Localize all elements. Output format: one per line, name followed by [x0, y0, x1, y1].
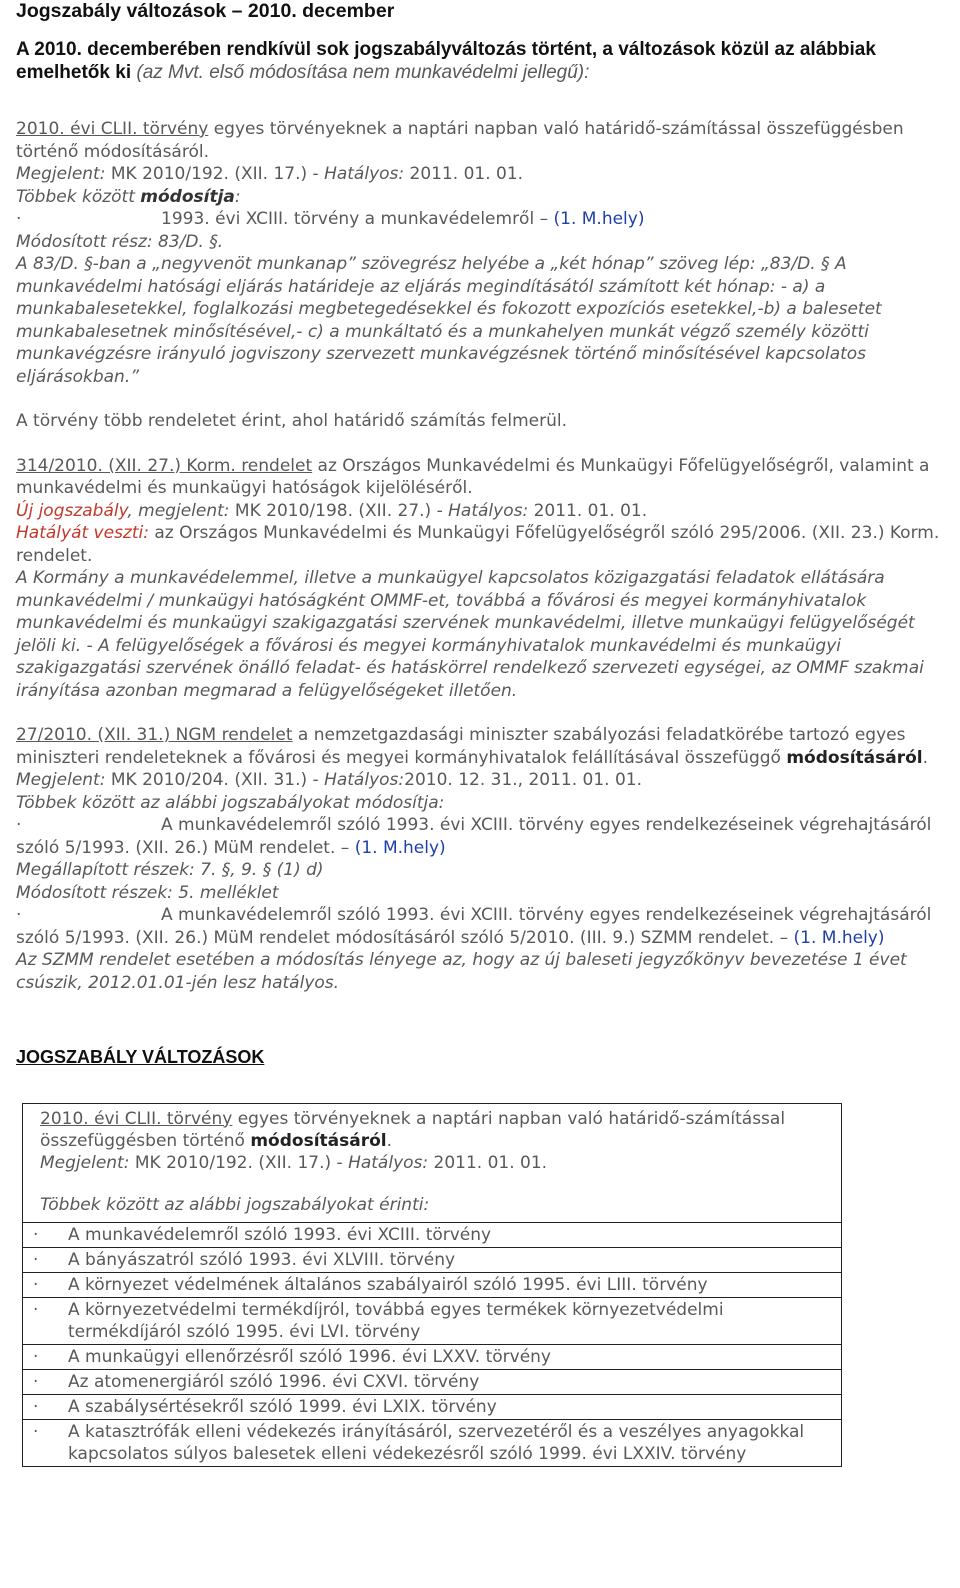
bullet-dot: · — [33, 1396, 39, 1417]
box-desc-end: . — [386, 1130, 393, 1151]
decree2-published — [16, 769, 944, 792]
effective-value: 2011. 01. 01. — [433, 1152, 548, 1173]
decree1-ref-link[interactable]: 314/2010. (XII. 27.) Korm. rendelet — [16, 455, 313, 476]
bullet-dot: · — [33, 1421, 39, 1442]
box-desc: egyes törvényeknek a naptári napban való határidő-számítással összefüggésben történő — [40, 1108, 786, 1151]
decree2-item2-link[interactable]: (1. M.hely) — [793, 927, 885, 948]
box-list — [23, 1222, 841, 1466]
summary-box — [22, 1103, 842, 1467]
decree2-heading — [16, 724, 944, 769]
law1-ref-link[interactable]: 2010. évi CLII. törvény — [16, 119, 209, 139]
decree1-published — [16, 500, 944, 523]
decree2-item1-text: A munkavédelemről szóló 1993. évi XCIII. törvény egyes rendelkezéseinek végrehajtásáról szóló 5/1993. (XII. 26.) MüM rendelet. – — [16, 815, 932, 858]
blank-line — [40, 1174, 841, 1194]
law1-desc: egyes törvényeknek a naptári napban való határidő-számítással összefüggésben történő módosításáról. — [16, 119, 904, 162]
list-item — [23, 1297, 841, 1344]
law1-heading — [16, 118, 944, 163]
among-bold: módosítja — [140, 186, 235, 207]
page-title: Jogszabály változások – 2010. december — [16, 0, 395, 22]
decree2-section — [16, 724, 944, 994]
list-item — [23, 1344, 841, 1369]
list-item-text: A környezetvédelmi termékdíjról, továbbá egyes termékek környezetvédelmi termékdíjáról szóló 1995. évi LVI. törvény — [68, 1299, 724, 1342]
bullet-dot: · — [33, 1371, 39, 1392]
bullet-dot: · — [33, 1346, 39, 1367]
law1-among — [16, 186, 944, 209]
box-desc-bold: módosításáról — [250, 1130, 387, 1151]
amended-law: 1993. évi XCIII. törvény a munkavédelemről – — [161, 209, 554, 229]
decree2-item1-mod: Módosított részek: 5. melléklet — [16, 882, 279, 903]
decree2-essence: Az SZMM rendelet esetében a módosítás lényege az, hogy az új baleseti jegyzőkönyv bevezetése 1 évet csúszik, 2012.01.01-jén lesz hatályos. — [16, 950, 907, 993]
bullet-dot: · — [33, 1274, 39, 1295]
decree2-item1-link[interactable]: (1. M.hely) — [354, 837, 446, 858]
law1-section — [16, 118, 944, 388]
box-ref-link[interactable]: 2010. évi CLII. törvény — [40, 1108, 233, 1129]
published-label: Megjelent: — [16, 164, 111, 184]
published-label: Megjelent: — [40, 1152, 135, 1173]
bullet-dot: · — [33, 1299, 39, 1320]
published-value: MK 2010/204. (XII. 31.) - — [110, 770, 325, 790]
law1-bullet — [16, 208, 944, 231]
list-item-text: A katasztrófák elleni védekezés irányításáról, szervezetéről és a veszélyes anyagokkal kapcsolatos súlyos balesetek elleni védekezésről szóló 1999. évi LXXIV. törvény — [68, 1421, 805, 1464]
effective-value: 2011. 01. 01. — [409, 164, 524, 184]
intro-note: (az Mvt. első módosítása nem munkavédelmi jellegű): — [131, 62, 590, 83]
published-value: MK 2010/192. (XII. 17.) - — [110, 164, 325, 184]
list-item — [23, 1222, 841, 1247]
section-title: JOGSZABÁLY VÁLTOZÁSOK — [16, 1047, 265, 1067]
bullet-dot: · — [16, 815, 22, 835]
decree1-repeal — [16, 522, 944, 567]
decree2-desc-bold: módosításáról — [786, 747, 923, 768]
amended-link[interactable]: (1. M.hely) — [553, 209, 645, 229]
decree2-among: Többek között az alábbi jogszabályokat módosítja: — [16, 792, 445, 813]
effective-value: 2011. 01. 01. — [533, 500, 648, 521]
decree1-summary: A Kormány a munkavédelemmel, illetve a munkaügyel kapcsolatos közigazgatási feladatok ellátására munkavédelmi / munkaügyi hatóságként OMMF-et, továbbá a fővárosi és megyei kormányhivatalok munkavédelmi és munkaügyi szakigazgatási szervének munkavédelmi, illetve munkaügyi felügyelőségét jelöli ki. - A felügyelőségek a fővárosi és megyei kormányhivatalok munkavédelmi és munkaügyi szakigazgatási szervének önálló feladat- és hatáskörrel rendelkező szervezeti egységei, az OMMF szakmai irányítása azonban megmarad a felügyelőségeket illetően. — [16, 568, 924, 701]
box-published — [40, 1152, 841, 1174]
bullet-dot: · — [16, 905, 22, 925]
among-label: Többek között — [16, 186, 141, 207]
effective-value: 2010. 12. 31., 2011. 01. 01. — [404, 770, 643, 790]
decree2-desc: a nemzetgazdasági miniszter szabályozási feladatkörébe tartozó egyes miniszteri rendeleteknek a fővárosi és megyei kormányhivatalok felállításával összefüggő — [16, 725, 906, 768]
list-item-text: A szabálysértésekről szóló 1999. évi LXIX. törvény — [68, 1396, 497, 1417]
list-item — [23, 1247, 841, 1272]
list-item — [23, 1272, 841, 1297]
bullet-dot: · — [33, 1224, 39, 1245]
box-list-title: Többek között az alábbi jogszabályokat érinti: — [40, 1194, 430, 1215]
box-head — [23, 1104, 841, 1222]
list-item-text: A környezet védelmének általános szabályairól szóló 1995. évi LIII. törvény — [68, 1274, 708, 1295]
decree2-ref-link[interactable]: 27/2010. (XII. 31.) NGM rendelet — [16, 725, 293, 745]
published-label: Megjelent: — [16, 770, 111, 790]
intro-main: A 2010. decemberében rendkívül sok jogszabályváltozás történt, a változások közül az alábbiak emelhetők ki — [16, 39, 876, 83]
decree2-item1 — [16, 814, 944, 859]
list-item — [23, 1369, 841, 1394]
law1-published — [16, 163, 944, 186]
repeal-label: Hatályát veszti: — [16, 523, 149, 543]
decree2-item2-text: A munkavédelemről szóló 1993. évi XCIII. törvény egyes rendelkezéseinek végrehajtásáról szóló 5/1993. (XII. 26.) MüM rendelet módosításáról szóló 5/2010. (III. 9.) SZMM rendelet. – — [16, 905, 932, 948]
law1-note: A törvény több rendeletet érint, ahol határidő számítás felmerül. — [16, 411, 567, 431]
effective-label: Hatályos: — [448, 500, 534, 521]
law1-quote: A 83/D. §-ban a „negyvenöt munkanap” szövegrész helyébe a „két hónap” szöveg lép: „83/D. § A munkavédelmi hatósági eljárás határideje az eljárás megindításától számított két hónap: - a) a munkabalesetekkel, foglalkozási megbetegedésekkel és fokozott expozíciós esetekkel,-b) a balesetet munkabalesetnek minősítésével,- c) a munkáltató és a munkahelyen munkát végző személy közötti munkavégzésre irányuló jogviszony szervezett munkavégzésnek történő minősítésével kapcsolatos eljárásokban.” — [16, 254, 882, 387]
bullet-dot: · — [33, 1249, 39, 1270]
list-item — [23, 1419, 841, 1466]
decree1-desc: az Országos Munkavédelmi és Munkaügyi Főfelügyelőségről, valamint a munkavédelmi és munkaügyi hatóságok kijelöléséről. — [16, 455, 930, 498]
published-value: MK 2010/192. (XII. 17.) - — [134, 1152, 349, 1173]
decree2-item1-set: Megállapított részek: 7. §, 9. § (1) d) — [16, 860, 324, 880]
box-heading — [40, 1108, 841, 1152]
effective-label: Hatályos: — [324, 164, 410, 184]
bullet-dot: · — [16, 209, 22, 229]
law1-modified-part: Módosított rész: 83/D. §. — [16, 231, 224, 252]
list-item-text: A munkavédelemről szóló 1993. évi XCIII. törvény — [68, 1224, 492, 1245]
among-colon: : — [234, 186, 241, 207]
published-label: , megjelent: — [127, 500, 235, 521]
intro-paragraph — [16, 38, 944, 84]
list-item-text: A munkaügyi ellenőrzésről szóló 1996. évi LXXV. törvény — [68, 1346, 551, 1367]
list-item-text: A bányászatról szóló 1993. évi XLVIII. törvény — [68, 1249, 456, 1270]
list-item-text: Az atomenergiáról szóló 1996. évi CXVI. törvény — [68, 1371, 480, 1392]
repeal-text: az Országos Munkavédelmi és Munkaügyi Főfelügyelőségről szóló 295/2006. (XII. 23.) Korm. rendelet. — [16, 523, 940, 566]
list-item — [23, 1394, 841, 1419]
decree1-section — [16, 455, 944, 703]
decree2-item2 — [16, 904, 944, 949]
published-value: MK 2010/198. (XII. 27.) - — [234, 500, 449, 521]
effective-label: Hatályos: — [348, 1152, 434, 1173]
decree1-heading — [16, 455, 944, 500]
new-law-label: Új jogszabály — [16, 500, 128, 521]
effective-label: Hatályos: — [324, 770, 405, 790]
decree2-desc-end: . — [922, 747, 929, 768]
